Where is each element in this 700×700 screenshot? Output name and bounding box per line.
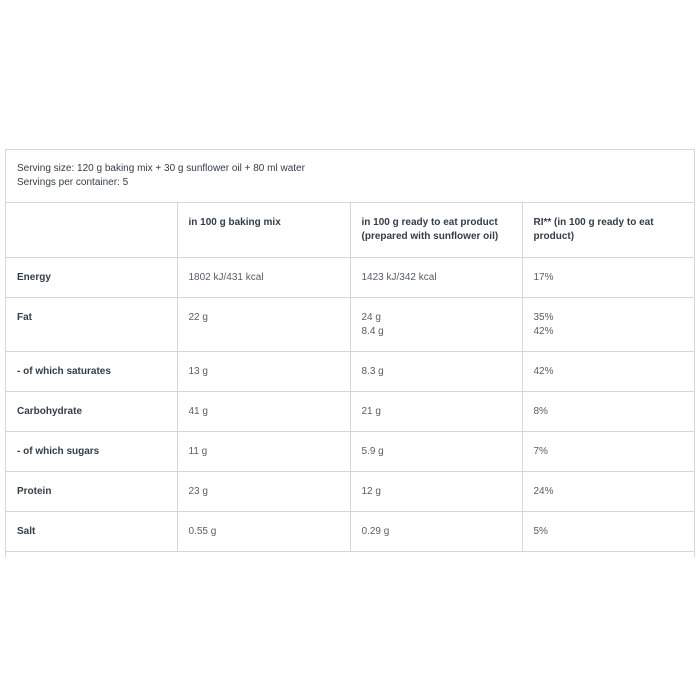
row-label-energy: Energy <box>6 257 177 297</box>
cell-mix: 22 g <box>177 297 350 351</box>
cell-ready: 0.29 g <box>350 511 522 551</box>
nutrition-table <box>6 203 694 552</box>
header-ready-line-1: in 100 g ready to eat product <box>361 217 498 228</box>
table-header-row <box>6 203 694 257</box>
row-label-saturates: - of which saturates <box>6 351 177 391</box>
cell-ri: 8% <box>522 391 694 431</box>
cell-ready: 5.9 g <box>350 431 522 471</box>
cell-ready: 1423 kJ/342 kcal <box>350 257 522 297</box>
serving-info <box>6 150 694 203</box>
table-row <box>6 351 694 391</box>
serving-size: Serving size: 120 g baking mix + 30 g sunflower oil + 80 ml water <box>17 163 305 174</box>
cell-mix: 1802 kJ/431 kcal <box>177 257 350 297</box>
cell-mix: 0.55 g <box>177 511 350 551</box>
header-baking-mix: in 100 g baking mix <box>177 203 350 257</box>
header-ready-line-2: (prepared with sunflower oil) <box>361 231 499 242</box>
cell-ready: 12 g <box>350 471 522 511</box>
row-label-sugars: - of which sugars <box>6 431 177 471</box>
cell-ri: 17% <box>522 257 694 297</box>
cell-ri-line-2: 42% <box>533 325 554 337</box>
cell-ri: 42% <box>522 351 694 391</box>
cell-ri: 24% <box>522 471 694 511</box>
row-label-fat: Fat <box>6 297 177 351</box>
cell-ri: 7% <box>522 431 694 471</box>
header-ready-to-eat <box>350 203 522 257</box>
row-label-protein: Protein <box>6 471 177 511</box>
header-ri <box>522 203 694 257</box>
nutrition-panel <box>5 149 695 557</box>
cell-mix: 23 g <box>177 471 350 511</box>
cell-ri <box>522 297 694 351</box>
header-blank <box>6 203 177 257</box>
cell-ready-line-2: 8.4 g <box>361 325 384 337</box>
table-row <box>6 471 694 511</box>
table-row <box>6 391 694 431</box>
cell-mix: 11 g <box>177 431 350 471</box>
cell-ready: 8.3 g <box>350 351 522 391</box>
header-ri-line-2: product) <box>533 231 575 242</box>
cell-ready <box>350 297 522 351</box>
cell-ri-line-1: 35% <box>533 311 554 323</box>
cell-ri: 5% <box>522 511 694 551</box>
servings-per-container: Servings per container: 5 <box>17 177 129 188</box>
table-row <box>6 431 694 471</box>
row-label-carbohydrate: Carbohydrate <box>6 391 177 431</box>
table-row <box>6 511 694 551</box>
row-label-salt: Salt <box>6 511 177 551</box>
cell-ready: 21 g <box>350 391 522 431</box>
table-row <box>6 297 694 351</box>
cell-mix: 13 g <box>177 351 350 391</box>
cell-mix: 41 g <box>177 391 350 431</box>
table-row <box>6 257 694 297</box>
header-ri-line-1: RI** (in 100 g ready to eat <box>533 217 654 228</box>
cell-ready-line-1: 24 g <box>361 311 381 323</box>
